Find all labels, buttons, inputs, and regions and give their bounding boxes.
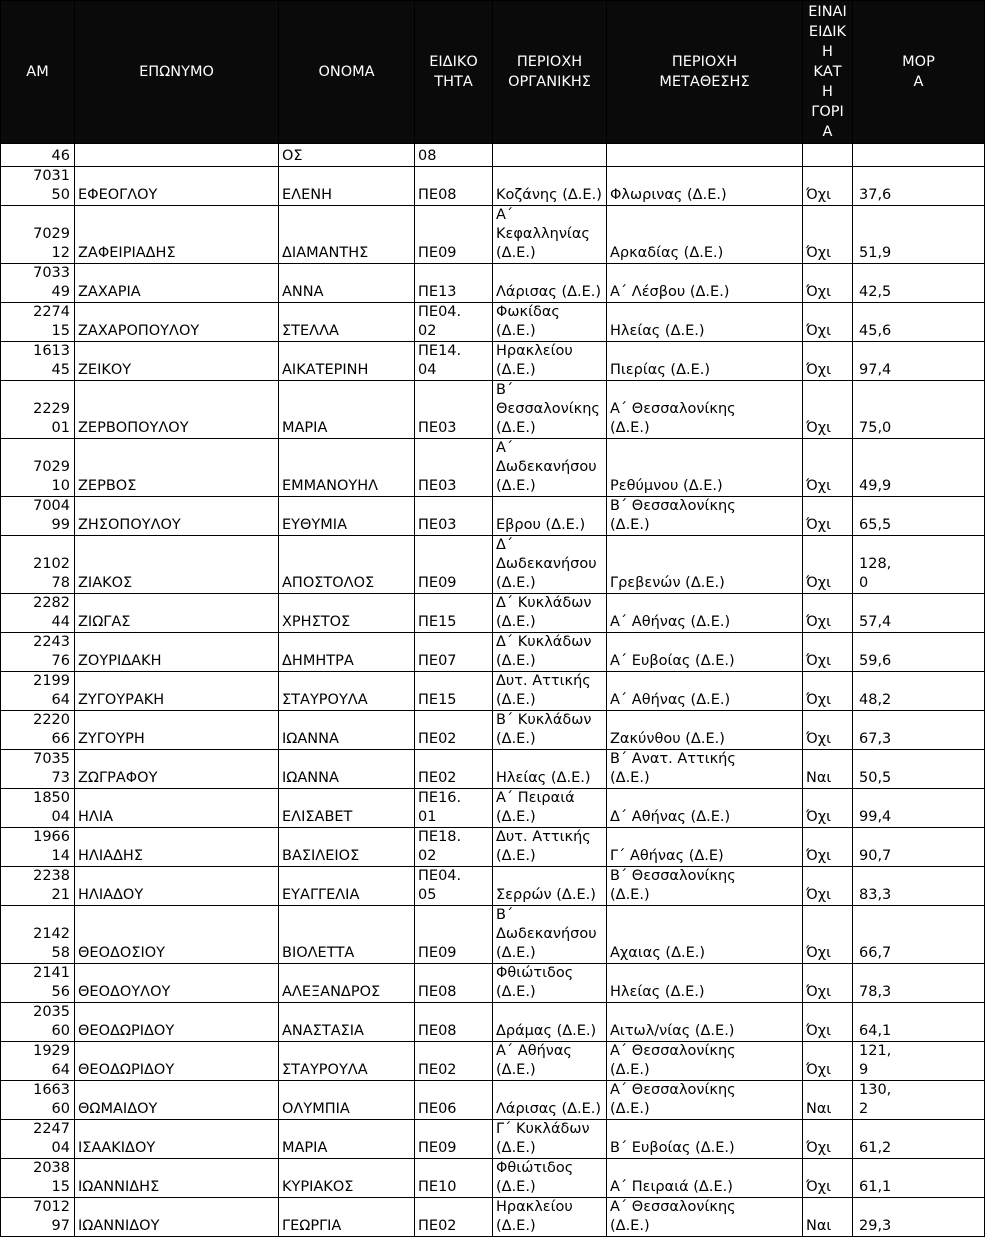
cell-first-name: ΑΝΝΑ — [279, 264, 415, 303]
cell-origin-area: Δυτ. Αττικής (Δ.Ε.) — [493, 672, 607, 711]
table-row — [1, 206, 985, 264]
cell-points: 57,4 — [853, 594, 985, 633]
cell-origin-area — [493, 144, 607, 167]
cell-transfer-area: Δ΄ Αθήνας (Δ.Ε.) — [607, 789, 803, 828]
cell-first-name: ΜΑΡΙΑ — [279, 381, 415, 439]
cell-points: 51,9 — [853, 206, 985, 264]
cell-special-category: Όχι — [803, 789, 853, 828]
cell-special-category: Ναι — [803, 1198, 853, 1237]
cell-transfer-area: Β΄ Ανατ. Αττικής (Δ.Ε.) — [607, 750, 803, 789]
cell-special-category: Όχι — [803, 381, 853, 439]
cell-transfer-area: Γρεβενών (Δ.Ε.) — [607, 536, 803, 594]
cell-surname: ΖΙΩΓΑΣ — [75, 594, 279, 633]
cell-transfer-area: Ηλείας (Δ.Ε.) — [607, 303, 803, 342]
cell-special-category: Όχι — [803, 906, 853, 964]
cell-am: 1613 45 — [1, 342, 75, 381]
cell-am: 7012 97 — [1, 1198, 75, 1237]
cell-am: 2141 56 — [1, 964, 75, 1003]
cell-points: 97,4 — [853, 342, 985, 381]
table-row — [1, 750, 985, 789]
cell-specialty: ΠΕ07 — [415, 633, 493, 672]
cell-origin-area: Α΄ Κεφαλληνίας (Δ.Ε.) — [493, 206, 607, 264]
cell-origin-area: Β΄ Κυκλάδων (Δ.Ε.) — [493, 711, 607, 750]
cell-transfer-area: Β΄ Ευβοίας (Δ.Ε.) — [607, 1120, 803, 1159]
cell-specialty: ΠΕ02 — [415, 711, 493, 750]
table-row — [1, 167, 985, 206]
cell-points: 83,3 — [853, 867, 985, 906]
cell-surname: ΖΥΓΟΥΡΑΚΗ — [75, 672, 279, 711]
cell-first-name: ΑΛΕΞΑΝΔΡΟΣ — [279, 964, 415, 1003]
column-header-specialty: ΕΙΔΙΚΟ ΤΗΤΑ — [415, 1, 493, 144]
table-row — [1, 264, 985, 303]
cell-transfer-area: Γ΄ Αθήνας (Δ.Ε) — [607, 828, 803, 867]
cell-points: 67,3 — [853, 711, 985, 750]
cell-surname: ΘΩΜΑΙΔΟΥ — [75, 1081, 279, 1120]
cell-specialty: ΠΕ14. 04 — [415, 342, 493, 381]
cell-origin-area: Α΄ Πειραιά (Δ.Ε.) — [493, 789, 607, 828]
cell-specialty: ΠΕ18. 02 — [415, 828, 493, 867]
cell-origin-area: Εβρου (Δ.Ε.) — [493, 497, 607, 536]
cell-special-category: Όχι — [803, 711, 853, 750]
cell-first-name: ΟΛΥΜΠΙΑ — [279, 1081, 415, 1120]
cell-am: 2199 64 — [1, 672, 75, 711]
table-row — [1, 1003, 985, 1042]
cell-origin-area: Α΄ Αθήνας (Δ.Ε.) — [493, 1042, 607, 1081]
cell-points — [853, 144, 985, 167]
cell-am: 2142 58 — [1, 906, 75, 964]
column-header-special-category: ΕΙΝΑΙ ΕΙΔΙΚ Η ΚΑΤ Η ΓΟΡΙ Α — [803, 1, 853, 144]
cell-first-name: ΧΡΗΣΤΟΣ — [279, 594, 415, 633]
cell-points: 45,6 — [853, 303, 985, 342]
table-row — [1, 536, 985, 594]
cell-specialty: ΠΕ02 — [415, 1042, 493, 1081]
cell-surname: ΖΗΣΟΠΟΥΛΟΥ — [75, 497, 279, 536]
cell-surname: ΘΕΟΔΟΣΙΟΥ — [75, 906, 279, 964]
cell-specialty: ΠΕ15 — [415, 672, 493, 711]
cell-specialty: ΠΕ13 — [415, 264, 493, 303]
cell-special-category: Όχι — [803, 1003, 853, 1042]
cell-am: 1663 60 — [1, 1081, 75, 1120]
cell-am: 7035 73 — [1, 750, 75, 789]
cell-points: 42,5 — [853, 264, 985, 303]
cell-transfer-area: Φλωρινας (Δ.Ε.) — [607, 167, 803, 206]
cell-first-name: ΔΗΜΗΤΡΑ — [279, 633, 415, 672]
cell-surname: ΖΑΧΑΡΙΑ — [75, 264, 279, 303]
cell-surname: ΖΟΥΡΙΔΑΚΗ — [75, 633, 279, 672]
cell-transfer-area: Α΄ Λέσβου (Δ.Ε.) — [607, 264, 803, 303]
cell-surname: ΖΕΡΒΟΣ — [75, 439, 279, 497]
cell-first-name: ΣΤΕΛΛΑ — [279, 303, 415, 342]
cell-first-name: ΜΑΡΙΑ — [279, 1120, 415, 1159]
column-header-origin-area: ΠΕΡΙΟΧΗ ΟΡΓΑΝΙΚΗΣ — [493, 1, 607, 144]
cell-origin-area: Δράμας (Δ.Ε.) — [493, 1003, 607, 1042]
cell-special-category: Όχι — [803, 964, 853, 1003]
cell-special-category: Όχι — [803, 342, 853, 381]
cell-specialty: ΠΕ09 — [415, 1120, 493, 1159]
cell-specialty: ΠΕ09 — [415, 536, 493, 594]
cell-points: 121, 9 — [853, 1042, 985, 1081]
cell-first-name: ΓΕΩΡΓΙΑ — [279, 1198, 415, 1237]
table-body — [1, 144, 985, 1237]
cell-points: 61,2 — [853, 1120, 985, 1159]
cell-surname: ΗΛΙΑ — [75, 789, 279, 828]
cell-surname: ΖΑΧΑΡΟΠΟΥΛΟΥ — [75, 303, 279, 342]
cell-origin-area: Ηρακλείου (Δ.Ε.) — [493, 342, 607, 381]
cell-special-category: Όχι — [803, 633, 853, 672]
cell-surname: ΖΕΙΚΟΥ — [75, 342, 279, 381]
cell-specialty: ΠΕ08 — [415, 964, 493, 1003]
cell-specialty: ΠΕ03 — [415, 381, 493, 439]
cell-specialty: ΠΕ04. 02 — [415, 303, 493, 342]
cell-first-name: ΑΝΑΣΤΑΣΙΑ — [279, 1003, 415, 1042]
cell-am: 2038 15 — [1, 1159, 75, 1198]
cell-surname: ΗΛΙΑΔΗΣ — [75, 828, 279, 867]
cell-first-name: ΕΛΙΣΑΒΕΤ — [279, 789, 415, 828]
table-row — [1, 672, 985, 711]
table-row — [1, 144, 985, 167]
table-row — [1, 1198, 985, 1237]
cell-points: 78,3 — [853, 964, 985, 1003]
table-row — [1, 964, 985, 1003]
table-row — [1, 867, 985, 906]
cell-transfer-area: Αρκαδίας (Δ.Ε.) — [607, 206, 803, 264]
cell-specialty: ΠΕ08 — [415, 167, 493, 206]
cell-special-category: Όχι — [803, 828, 853, 867]
cell-origin-area: Φθιώτιδος (Δ.Ε.) — [493, 964, 607, 1003]
cell-points: 29,3 — [853, 1198, 985, 1237]
cell-points: 128, 0 — [853, 536, 985, 594]
cell-points: 59,6 — [853, 633, 985, 672]
table-row — [1, 828, 985, 867]
cell-am: 2229 01 — [1, 381, 75, 439]
cell-am: 2102 78 — [1, 536, 75, 594]
cell-first-name: ΣΤΑΥΡΟΥΛΑ — [279, 672, 415, 711]
cell-surname: ΘΕΟΔΩΡΙΔΟΥ — [75, 1042, 279, 1081]
cell-surname — [75, 144, 279, 167]
cell-am: 2238 21 — [1, 867, 75, 906]
cell-specialty: ΠΕ02 — [415, 750, 493, 789]
cell-first-name: ΔΙΑΜΑΝΤΗΣ — [279, 206, 415, 264]
cell-special-category: Όχι — [803, 497, 853, 536]
cell-origin-area: Δυτ. Αττικής (Δ.Ε.) — [493, 828, 607, 867]
column-header-am: ΑΜ — [1, 1, 75, 144]
cell-transfer-area: Α΄ Πειραιά (Δ.Ε.) — [607, 1159, 803, 1198]
cell-specialty: ΠΕ04. 05 — [415, 867, 493, 906]
cell-transfer-area: Α΄ Αθήνας (Δ.Ε.) — [607, 672, 803, 711]
cell-first-name: ΙΩΑΝΝΑ — [279, 711, 415, 750]
cell-transfer-area: Α΄ Θεσσαλονίκης (Δ.Ε.) — [607, 1042, 803, 1081]
cell-surname: ΕΦΕΟΓΛΟΥ — [75, 167, 279, 206]
cell-surname: ΘΕΟΔΩΡΙΔΟΥ — [75, 1003, 279, 1042]
cell-specialty: ΠΕ09 — [415, 206, 493, 264]
table-row — [1, 633, 985, 672]
cell-am: 7029 10 — [1, 439, 75, 497]
cell-special-category: Όχι — [803, 1120, 853, 1159]
cell-transfer-area — [607, 144, 803, 167]
cell-specialty: ΠΕ02 — [415, 1198, 493, 1237]
cell-transfer-area: Α΄ Θεσσαλονίκης (Δ.Ε.) — [607, 1081, 803, 1120]
cell-special-category: Όχι — [803, 1042, 853, 1081]
cell-points: 90,7 — [853, 828, 985, 867]
cell-first-name: ΟΣ — [279, 144, 415, 167]
cell-points: 50,5 — [853, 750, 985, 789]
cell-points: 66,7 — [853, 906, 985, 964]
cell-origin-area: Δ΄ Κυκλάδων (Δ.Ε.) — [493, 633, 607, 672]
cell-first-name: ΑΠΟΣΤΟΛΟΣ — [279, 536, 415, 594]
cell-points: 49,9 — [853, 439, 985, 497]
table-row — [1, 497, 985, 536]
cell-origin-area: Γ΄ Κυκλάδων (Δ.Ε.) — [493, 1120, 607, 1159]
cell-am: 2243 76 — [1, 633, 75, 672]
column-header-first-name: ΟΝΟΜΑ — [279, 1, 415, 144]
cell-origin-area: Β΄ Δωδεκανήσου (Δ.Ε.) — [493, 906, 607, 964]
cell-first-name: ΚΥΡΙΑΚΟΣ — [279, 1159, 415, 1198]
table-row — [1, 789, 985, 828]
cell-special-category: Όχι — [803, 594, 853, 633]
cell-am: 1929 64 — [1, 1042, 75, 1081]
cell-first-name: ΕΜΜΑΝΟΥΗΛ — [279, 439, 415, 497]
cell-special-category: Όχι — [803, 206, 853, 264]
cell-transfer-area: Β΄ Θεσσαλονίκης (Δ.Ε.) — [607, 497, 803, 536]
cell-special-category: Όχι — [803, 303, 853, 342]
cell-transfer-area: Α΄ Ευβοίας (Δ.Ε.) — [607, 633, 803, 672]
cell-am: 7033 49 — [1, 264, 75, 303]
cell-specialty: ΠΕ10 — [415, 1159, 493, 1198]
table-row — [1, 381, 985, 439]
cell-surname: ΙΩΑΝΝΙΔΗΣ — [75, 1159, 279, 1198]
cell-special-category — [803, 144, 853, 167]
cell-origin-area: Φωκίδας (Δ.Ε.) — [493, 303, 607, 342]
cell-first-name: ΙΩΑΝΝΑ — [279, 750, 415, 789]
table-row — [1, 342, 985, 381]
cell-special-category: Όχι — [803, 439, 853, 497]
cell-origin-area: Α΄ Δωδεκανήσου (Δ.Ε.) — [493, 439, 607, 497]
column-header-surname: ΕΠΩΝΥΜΟ — [75, 1, 279, 144]
cell-transfer-area: Β΄ Θεσσαλονίκης (Δ.Ε.) — [607, 867, 803, 906]
table-row — [1, 711, 985, 750]
cell-transfer-area: Αιτωλ/νίας (Δ.Ε.) — [607, 1003, 803, 1042]
cell-surname: ΖΥΓΟΥΡΗ — [75, 711, 279, 750]
cell-surname: ΖΙΑΚΟΣ — [75, 536, 279, 594]
cell-origin-area: Σερρών (Δ.Ε.) — [493, 867, 607, 906]
table-row — [1, 1081, 985, 1120]
cell-transfer-area: Α΄ Θεσσαλονίκης (Δ.Ε.) — [607, 1198, 803, 1237]
header-row — [1, 1, 985, 144]
cell-specialty: ΠΕ03 — [415, 497, 493, 536]
cell-first-name: ΒΙΟΛΕΤΤΑ — [279, 906, 415, 964]
cell-specialty: ΠΕ08 — [415, 1003, 493, 1042]
cell-points: 37,6 — [853, 167, 985, 206]
cell-am: 7004 99 — [1, 497, 75, 536]
cell-transfer-area: Ηλείας (Δ.Ε.) — [607, 964, 803, 1003]
cell-origin-area: Λάρισας (Δ.Ε.) — [493, 264, 607, 303]
cell-specialty: ΠΕ03 — [415, 439, 493, 497]
cell-am: 1850 04 — [1, 789, 75, 828]
cell-points: 61,1 — [853, 1159, 985, 1198]
cell-transfer-area: Α΄ Θεσσαλονίκης (Δ.Ε.) — [607, 381, 803, 439]
cell-origin-area: Ηλείας (Δ.Ε.) — [493, 750, 607, 789]
cell-special-category: Ναι — [803, 750, 853, 789]
cell-transfer-area: Ζακύνθου (Δ.Ε.) — [607, 711, 803, 750]
cell-first-name: ΣΤΑΥΡΟΥΛΑ — [279, 1042, 415, 1081]
cell-specialty: ΠΕ06 — [415, 1081, 493, 1120]
cell-specialty: 08 — [415, 144, 493, 167]
cell-transfer-area: Ρεθύμνου (Δ.Ε.) — [607, 439, 803, 497]
cell-special-category: Όχι — [803, 167, 853, 206]
cell-surname: ΙΣΑΑΚΙΔΟΥ — [75, 1120, 279, 1159]
column-header-transfer-area: ΠΕΡΙΟΧΗ ΜΕΤΑΘΕΣΗΣ — [607, 1, 803, 144]
cell-am: 2247 04 — [1, 1120, 75, 1159]
cell-surname: ΗΛΙΑΔΟΥ — [75, 867, 279, 906]
cell-points: 65,5 — [853, 497, 985, 536]
cell-transfer-area: Πιερίας (Δ.Ε.) — [607, 342, 803, 381]
cell-origin-area: Δ΄ Δωδεκανήσου (Δ.Ε.) — [493, 536, 607, 594]
table-row — [1, 594, 985, 633]
cell-special-category: Όχι — [803, 867, 853, 906]
cell-am: 2274 15 — [1, 303, 75, 342]
cell-first-name: ΕΥΘΥΜΙΑ — [279, 497, 415, 536]
cell-special-category: Ναι — [803, 1081, 853, 1120]
cell-am: 46 — [1, 144, 75, 167]
cell-origin-area: Λάρισας (Δ.Ε.) — [493, 1081, 607, 1120]
cell-points: 99,4 — [853, 789, 985, 828]
cell-special-category: Όχι — [803, 672, 853, 711]
cell-am: 2282 44 — [1, 594, 75, 633]
cell-first-name: ΕΛΕΝΗ — [279, 167, 415, 206]
cell-origin-area: Δ΄ Κυκλάδων (Δ.Ε.) — [493, 594, 607, 633]
cell-surname: ΖΑΦΕΙΡΙΑΔΗΣ — [75, 206, 279, 264]
table-row — [1, 439, 985, 497]
cell-am: 2035 60 — [1, 1003, 75, 1042]
cell-am: 7031 50 — [1, 167, 75, 206]
cell-special-category: Όχι — [803, 264, 853, 303]
cell-points: 130, 2 — [853, 1081, 985, 1120]
cell-am: 1966 14 — [1, 828, 75, 867]
cell-specialty: ΠΕ16. 01 — [415, 789, 493, 828]
cell-first-name: ΑΙΚΑΤΕΡΙΝΗ — [279, 342, 415, 381]
cell-surname: ΙΩΑΝΝΙΔΟΥ — [75, 1198, 279, 1237]
cell-specialty: ΠΕ15 — [415, 594, 493, 633]
cell-special-category: Όχι — [803, 1159, 853, 1198]
table-row — [1, 906, 985, 964]
table-row — [1, 1159, 985, 1198]
table-row — [1, 1042, 985, 1081]
cell-special-category: Όχι — [803, 536, 853, 594]
cell-am: 7029 12 — [1, 206, 75, 264]
cell-first-name: ΒΑΣΙΛΕΙΟΣ — [279, 828, 415, 867]
cell-surname: ΖΩΓΡΑΦΟΥ — [75, 750, 279, 789]
table-header — [1, 1, 985, 144]
cell-first-name: ΕΥΑΓΓΕΛΙΑ — [279, 867, 415, 906]
cell-origin-area: Ηρακλείου (Δ.Ε.) — [493, 1198, 607, 1237]
cell-origin-area: Φθιώτιδος (Δ.Ε.) — [493, 1159, 607, 1198]
cell-specialty: ΠΕ09 — [415, 906, 493, 964]
cell-points: 64,1 — [853, 1003, 985, 1042]
table-row — [1, 1120, 985, 1159]
cell-am: 2220 66 — [1, 711, 75, 750]
cell-surname: ΖΕΡΒΟΠΟΥΛΟΥ — [75, 381, 279, 439]
cell-points: 75,0 — [853, 381, 985, 439]
cell-transfer-area: Αχαιας (Δ.Ε.) — [607, 906, 803, 964]
cell-origin-area: Β΄ Θεσσαλονίκης (Δ.Ε.) — [493, 381, 607, 439]
cell-transfer-area: Α΄ Αθήνας (Δ.Ε.) — [607, 594, 803, 633]
cell-points: 48,2 — [853, 672, 985, 711]
column-header-points: ΜΟΡ Α — [853, 1, 985, 144]
cell-surname: ΘΕΟΔΟΥΛΟΥ — [75, 964, 279, 1003]
table-row — [1, 303, 985, 342]
cell-origin-area: Κοζάνης (Δ.Ε.) — [493, 167, 607, 206]
